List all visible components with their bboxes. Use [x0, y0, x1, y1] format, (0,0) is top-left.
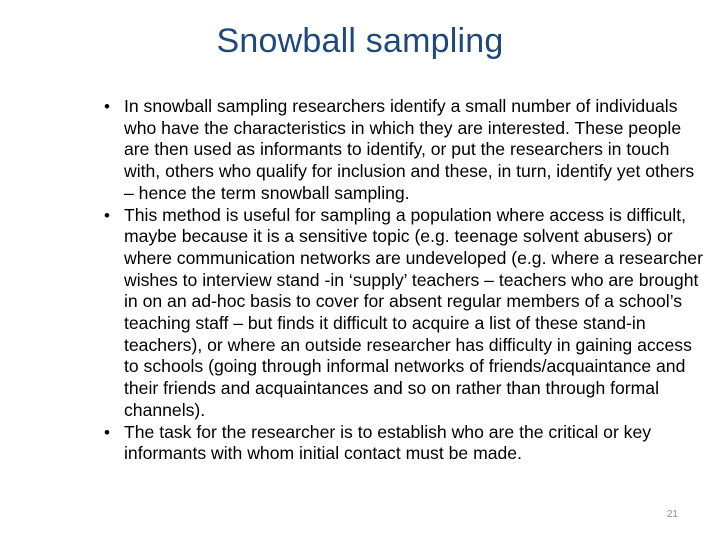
bullet-marker: • — [104, 97, 110, 116]
slide-title: Snowball sampling — [216, 22, 504, 60]
bullet-text: In snowball sampling researchers identify a small number of individuals who have the characteristics in which they are interested. These people are then used as informants to identify, or put the researchers in touch with, others who qualify for inclusion and these, in turn, identify yet others – hence the term snowball sampling. — [124, 96, 695, 203]
bullet-list — [104, 96, 704, 465]
bullet-marker: • — [104, 422, 110, 442]
bullet-item — [104, 96, 704, 205]
bullet-marker: • — [104, 205, 110, 225]
bullet-item — [104, 422, 704, 465]
bullet-item — [104, 205, 704, 422]
bullet-text: The task for the researcher is to establish who are the critical or key informants with whom initial contact must be made. — [124, 421, 652, 464]
page-number: 21 — [666, 509, 678, 520]
bullet-text: This method is useful for sampling a population where access is difficult, maybe because it is a sensitive topic (e.g. teenage solvent abusers) or where communication networks are undeveloped (e.g. where a researcher wishes to interview stand -in ‘supply’ teachers – teachers who are brought in on an ad-hoc basis to cover for absent regular members of a school’s teaching staff – but finds it difficult to acquire a list of these stand-in teachers), or where an outside researcher has difficulty in gaining access to schools (going through informal networks of friends/acquaintance and their friends and acquaintances and so on rather than through formal channels). — [124, 204, 703, 420]
